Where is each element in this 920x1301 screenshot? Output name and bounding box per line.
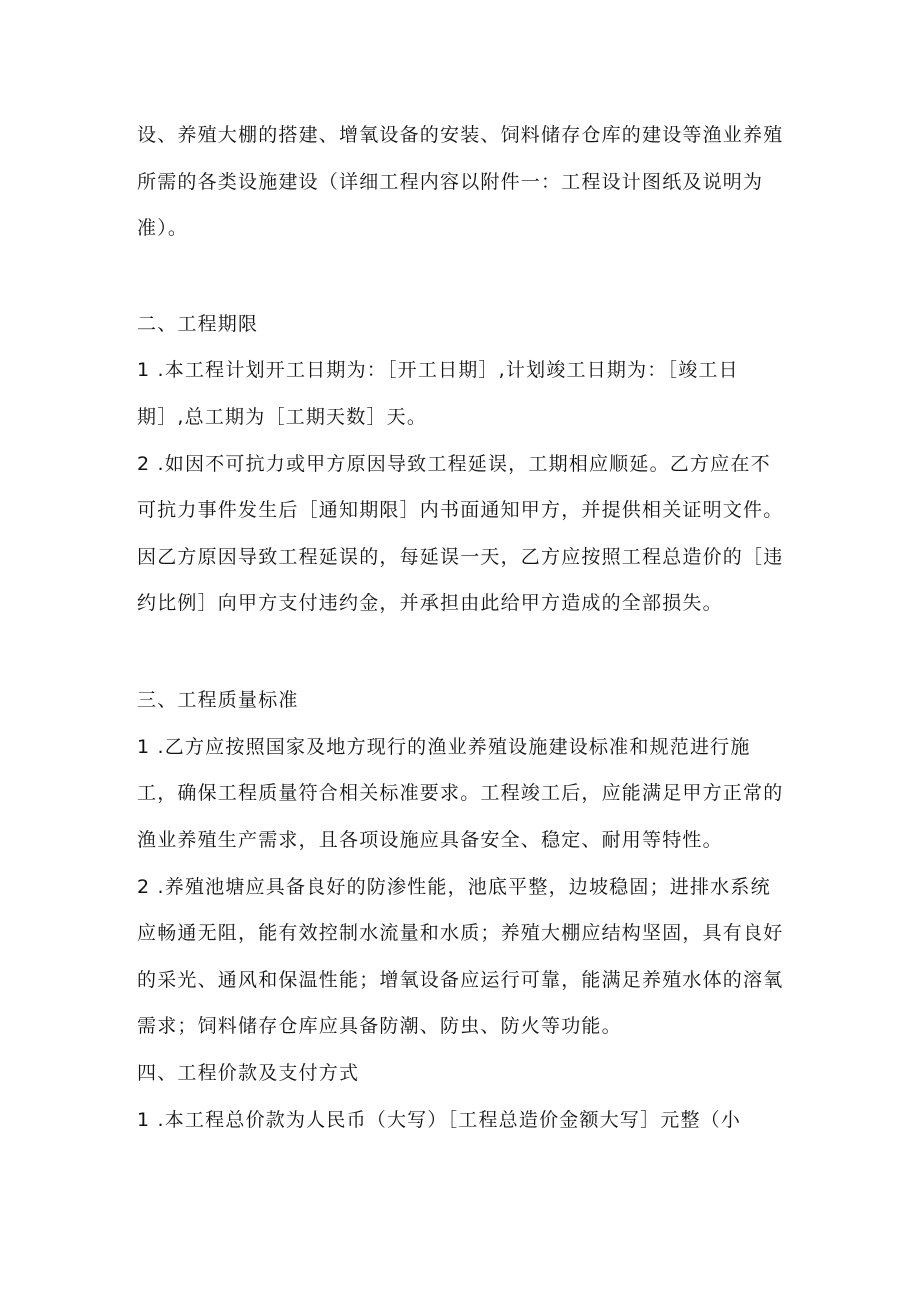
paragraph-line: 应畅通无阻，能有效控制水流量和水质；养殖大棚应结构坚固，具有良好 <box>137 922 784 944</box>
section-heading-term: 二、工程期限 <box>137 313 259 335</box>
paragraph-line: 可抗力事件发生后［通知期限］内书面通知甲方，并提供相关证明文件。 <box>137 499 784 521</box>
paragraph-line: 所需的各类设施建设（详细工程内容以附件一：工程设计图纸及说明为 <box>137 171 764 193</box>
paragraph-line: 准）。 <box>137 217 189 239</box>
paragraph-line: 1 .乙方应按照国家及地方现行的渔业养殖设施建设标准和规范进行施 <box>137 736 751 758</box>
paragraph-line: 期］,总工期为［工期天数］天。 <box>137 406 428 428</box>
paragraph-line: 1 .本工程计划开工日期为：［开工日期］,计划竣工日期为：［竣工日 <box>137 359 739 381</box>
paragraph-line: 约比例］向甲方支付违约金，并承担由此给甲方造成的全部损失。 <box>137 592 723 614</box>
section-heading-price: 四、工程价款及支付方式 <box>137 1062 360 1084</box>
paragraph-line: 2 .如因不可抗力或甲方原因导致工程延误，工期相应顺延。乙方应在不 <box>137 453 771 475</box>
paragraph-line: 设、养殖大棚的搭建、增氧设备的安装、饲料储存仓库的建设等渔业养殖 <box>137 124 784 146</box>
paragraph-line: 渔业养殖生产需求，且各项设施应具备安全、稳定、耐用等特性。 <box>137 829 723 851</box>
paragraph-line: 因乙方原因导致工程延误的，每延误一天，乙方应按照工程总造价的［违 <box>137 546 784 568</box>
paragraph-line: 工，确保工程质量符合相关标准要求。工程竣工后，应能满足甲方正常的 <box>137 782 784 804</box>
paragraph-line: 需求；饲料储存仓库应具备防潮、防虫、防火等功能。 <box>137 1015 622 1037</box>
paragraph-line: 1 .本工程总价款为人民币（大写）［工程总造价金额大写］元整（小 <box>137 1109 742 1131</box>
paragraph-line: 2 .养殖池塘应具备良好的防渗性能，池底平整，边坡稳固；进排水系统 <box>137 876 771 898</box>
section-heading-quality: 三、工程质量标准 <box>137 689 299 711</box>
paragraph-line: 的采光、通风和保温性能；增氧设备应运行可靠，能满足养殖水体的溶氧 <box>137 969 784 991</box>
